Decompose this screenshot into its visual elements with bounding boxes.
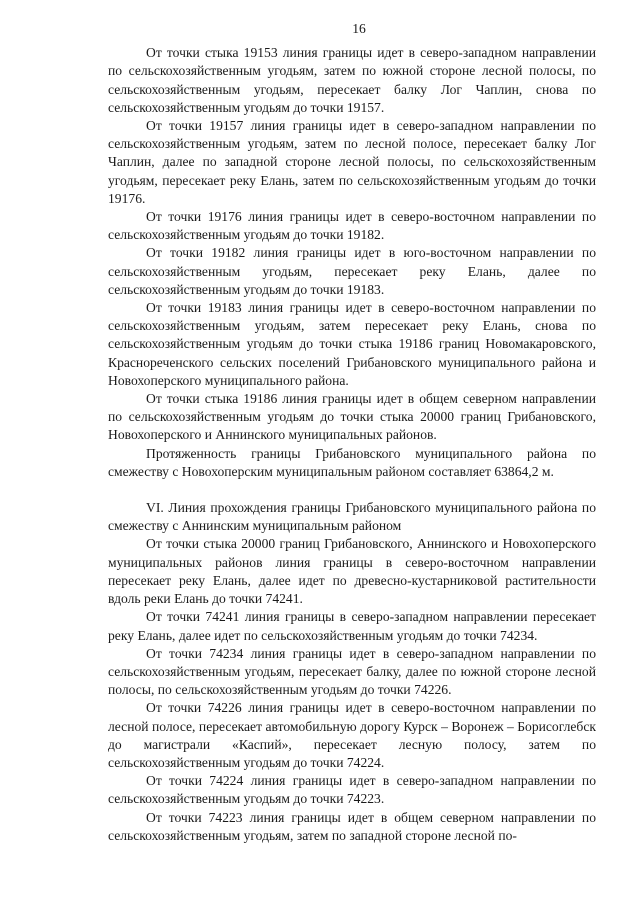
paragraph: От точки стыка 19186 линия границы идет в общем северном направлении по сельскохозяйственным угодьям до точки стыка 20000 границ Грибановского, Новохоперского и Аннинского муниципальных районов. [108, 391, 596, 443]
paragraph: От точки 19157 линия границы идет в северо-западном направлении по сельскохозяйственным угодьям, затем по лесной полосе, пересекает балку Лог Чаплин, далее по западной стороне лесной полосы, по сельскохозяйственным угодьям, пересекает реку Елань, затем по сельскохозяйственным угодьям до точки 19176. [108, 118, 596, 206]
paragraph: От точки 74241 линия границы в северо-западном направлении пересекает реку Елань, далее идет по сельскохозяйственным угодьям до точки 74234. [108, 609, 596, 643]
section-heading: VI. Линия прохождения границы Грибановского муниципального района по смежеству с Аннинским муниципальным районом [108, 500, 596, 534]
paragraph: От точки 74224 линия границы идет в северо-западном направлении по сельскохозяйственным угодьям до точки 74223. [108, 773, 596, 807]
page-number: 16 [352, 21, 366, 36]
document-page [108, 20, 596, 845]
paragraph: От точки 74223 линия границы идет в общем северном направлении по сельскохозяйственным угодьям, затем по западной стороне лесной по- [108, 809, 596, 843]
paragraph: От точки 74234 линия границы идет в северо-западном направлении по сельскохозяйственным угодьям, пересекает балку, далее по южной стороне лесной полосы, по сельскохозяйственным угодьям до точки 74226. [108, 645, 596, 698]
paragraph: От точки 19182 линия границы идет в юго-восточном направлении по сельскохозяйственным угодьям, пересекает реку Елань, далее по сельскохозяйственным угодьям до точки 19183. [108, 245, 596, 297]
paragraph: От точки 19183 линия границы идет в северо-восточном направлении по сельскохозяйственным угодьям, затем пересекает реку Елань, снова по сельскохозяйственным угодьям до точки стыка 19186 границ Новомакаровского, Краснореченского сельских поселений Грибановского муниципального района и Новохоперского муниципального района. [108, 300, 596, 388]
length-summary-paragraph: Протяженность границы Грибановского муниципального района по смежеству с Новохоперским муниципальным районом составляет 63864,2 м. [108, 445, 596, 479]
paragraph: От точки стыка 20000 границ Грибановского, Аннинского и Новохоперского муниципальных районов линия границы в северо-восточном направлении пересекает реку Елань, далее идет по древесно-кустарниковой растительности вдоль реки Елань до точки 74241. [108, 536, 596, 607]
section-v-body [108, 44, 596, 481]
paragraph: От точки стыка 19153 линия границы идет в северо-западном направлении по сельскохозяйственным угодьям, затем по южной стороне лесной полосы, по сельскохозяйственным угодьям, пересекает балку Лог Чаплин, снова по сельскохозяйственным угодьям до точки 19157. [108, 45, 596, 115]
section-gap [108, 481, 596, 499]
paragraph: От точки 74226 линия границы идет в северо-восточном направлении по лесной полосе, пересекает автомобильную дорогу Курск – Воронеж – Борисоглебск до магистрали «Каспий», пересекает лесную полосу, затем по сельскохозяйственным угодьям до точки 74224. [108, 700, 596, 770]
paragraph: От точки 19176 линия границы идет в северо-восточном направлении по сельскохозяйственным угодьям до точки 19182. [108, 209, 596, 243]
section-vi-body [108, 535, 596, 844]
